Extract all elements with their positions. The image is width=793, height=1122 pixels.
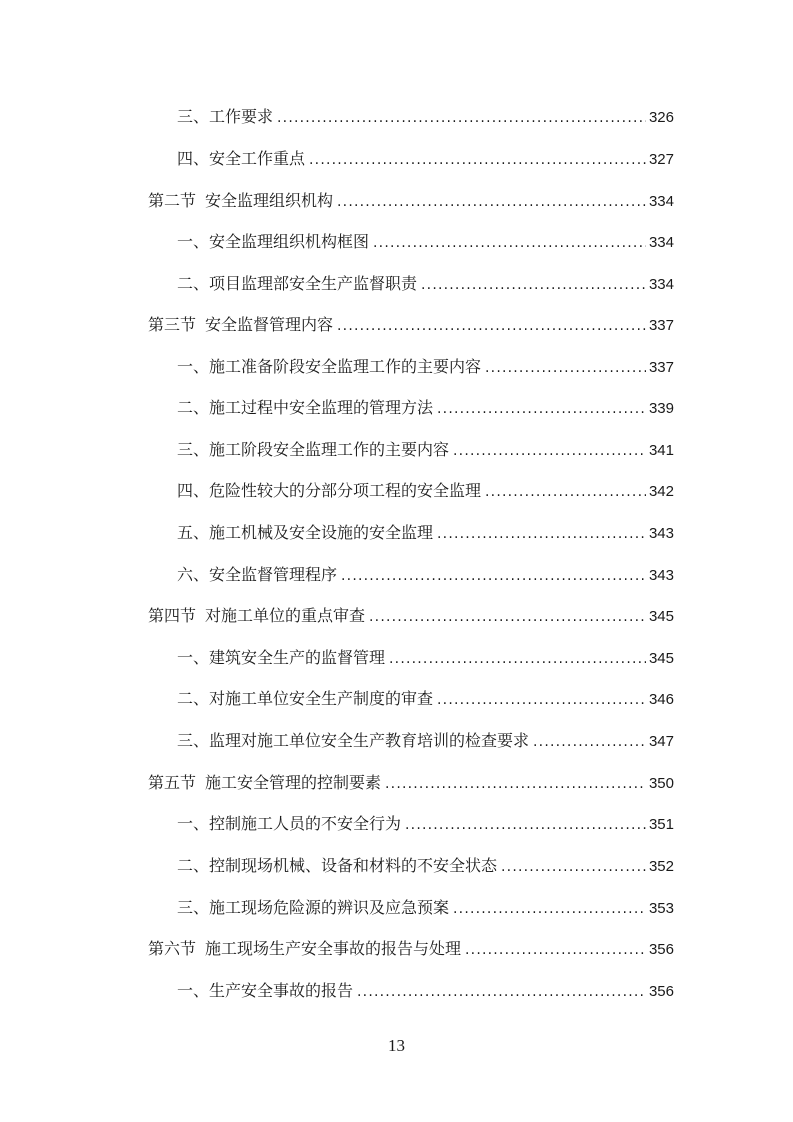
toc-entry-page: 326 [648,109,674,126]
toc-section-number: 第三节 [148,315,197,334]
toc-entry[interactable] [177,396,674,420]
toc-entry[interactable] [177,563,674,587]
toc-entry-page: 334 [648,276,674,293]
toc-leader-dots [485,356,646,380]
toc-entry-label: 一、建筑安全生产的监督管理 [177,648,386,667]
toc-leader-dots [373,231,646,255]
toc-section-number: 第六节 [148,939,197,958]
toc-leader-dots [357,980,646,1004]
toc-entry-label: 一、安全监理组织机构框图 [177,232,370,251]
toc-entry[interactable] [177,812,674,836]
toc-entry-page: 334 [648,234,674,251]
toc-entry-label: 四、危险性较大的分部分项工程的安全监理 [177,481,482,500]
toc-entry[interactable] [177,479,674,503]
toc-entry-label: 六、安全监督管理程序 [177,565,338,584]
toc-entry-page: 351 [648,816,674,833]
toc-leader-dots [337,190,646,214]
toc-leader-dots [453,897,646,921]
toc-leader-dots [277,106,646,130]
toc-entry-page: 337 [648,359,674,376]
toc-entry-label: 四、安全工作重点 [177,149,306,168]
toc-leader-dots [437,688,646,712]
toc-entry-page: 353 [648,900,674,917]
toc-entry-page: 343 [648,525,674,542]
toc-leader-dots [421,273,646,297]
toc-leader-dots [485,480,646,504]
toc-entry-label: 三、监理对施工单位安全生产教育培训的检查要求 [177,731,530,750]
toc-section-entry[interactable] [148,771,674,795]
toc-entry-page: 345 [648,608,674,625]
toc-entry[interactable] [177,854,674,878]
toc-entry-label: 二、控制现场机械、设备和材料的不安全状态 [177,856,498,875]
toc-entry[interactable] [177,729,674,753]
toc-section-entry[interactable] [148,189,674,213]
toc-entry[interactable] [177,646,674,670]
toc-entry-page: 356 [648,983,674,1000]
toc-entry[interactable] [177,355,674,379]
toc-entry-page: 334 [648,193,674,210]
toc-entry-page: 352 [648,858,674,875]
toc-entry-label: 一、施工准备阶段安全监理工作的主要内容 [177,357,482,376]
toc-entry-label: 二、对施工单位安全生产制度的审查 [177,689,434,708]
toc-entry-page: 337 [648,317,674,334]
toc-entry-page: 342 [648,483,674,500]
toc-leader-dots [501,855,646,879]
toc-entry-label: 三、施工阶段安全监理工作的主要内容 [177,440,450,459]
toc-entry[interactable] [177,438,674,462]
toc-entry[interactable] [177,687,674,711]
toc-entry[interactable] [177,272,674,296]
toc-entry-label: 五、施工机械及安全设施的安全监理 [177,523,434,542]
toc-leader-dots [337,314,646,338]
toc-entry[interactable] [177,147,674,171]
toc-entry[interactable] [177,521,674,545]
toc-entry-label: 三、施工现场危险源的辨识及应急预案 [177,898,450,917]
toc-entry-label: 施工现场生产安全事故的报告与处理 [205,939,462,958]
toc-leader-dots [341,564,646,588]
toc-entry[interactable] [177,230,674,254]
toc-entry-page: 345 [648,650,674,667]
toc-entry-page: 341 [648,442,674,459]
toc-section-entry[interactable] [148,937,674,961]
toc-leader-dots [453,439,646,463]
toc-leader-dots [385,772,646,796]
toc-leader-dots [533,730,646,754]
toc-section-number: 第二节 [148,191,197,210]
toc-entry-page: 350 [648,775,674,792]
toc-leader-dots [405,813,646,837]
toc-entry-label: 安全监督管理内容 [205,315,334,334]
toc-leader-dots [437,397,646,421]
toc-leader-dots [465,938,646,962]
toc-leader-dots [437,522,646,546]
toc-entry-label: 对施工单位的重点审查 [205,606,366,625]
toc-section-entry[interactable] [148,313,674,337]
toc-entry-page: 327 [648,151,674,168]
toc-entry-label: 施工安全管理的控制要素 [205,773,382,792]
toc-section-number: 第五节 [148,773,197,792]
toc-entry[interactable] [177,979,674,1003]
toc-section-number: 第四节 [148,606,197,625]
toc-entry[interactable] [177,896,674,920]
page-number: 13 [388,1036,405,1055]
toc-entry-page: 346 [648,691,674,708]
toc-entry-page: 356 [648,941,674,958]
toc-entry-label: 二、施工过程中安全监理的管理方法 [177,398,434,417]
toc-entry-page: 339 [648,400,674,417]
toc-leader-dots [309,148,646,172]
toc-entry-label: 三、工作要求 [177,107,274,126]
toc-entry-label: 一、控制施工人员的不安全行为 [177,814,402,833]
toc-leader-dots [389,647,646,671]
toc-entry-label: 二、项目监理部安全生产监督职责 [177,274,418,293]
toc-entry-label: 安全监理组织机构 [205,191,334,210]
toc-entry-label: 一、生产安全事故的报告 [177,981,354,1000]
toc-leader-dots [369,605,646,629]
toc-entry-page: 343 [648,567,674,584]
toc-entry-page: 347 [648,733,674,750]
toc-section-entry[interactable] [148,604,674,628]
toc-entry[interactable] [177,105,674,129]
